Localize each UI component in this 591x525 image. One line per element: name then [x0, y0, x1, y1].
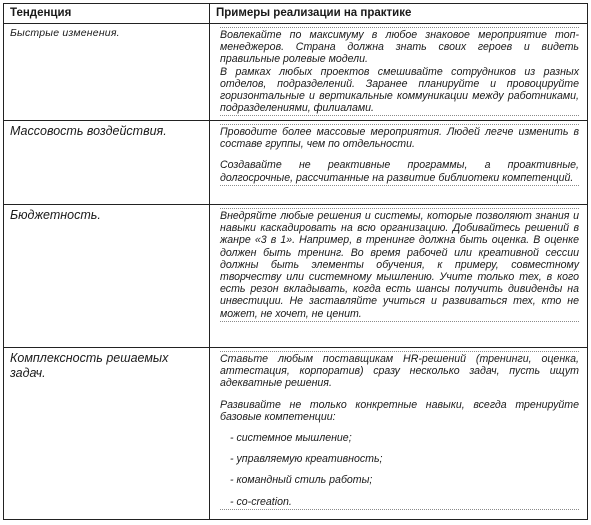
- trends-table: [3, 3, 588, 520]
- table-row: [4, 205, 588, 348]
- table-row: [4, 348, 588, 520]
- table-row: [4, 121, 588, 205]
- example-paragraph: Внедряйте любые решения и системы, которые позволяют знания и навыки каскадировать на всю организацию. Добивайтесь решений в жанре «3 в 1». Например, в тренинге должна быть оценка. В оценке должен быть тренинг. Во время рабочей или креативной сессии должны быть элементы обучения, к примеру, совместному творчеству или системному мышлению. Учите только тех, в кого есть резон вкладывать, когда есть шансы получить дивиденды на инвестиции. Не заставляйте учиться и развиваться тех, кто не может, не хочет, не ценит.: [220, 210, 579, 320]
- header-trend: Тенденция: [4, 4, 210, 24]
- examples-cell: [210, 121, 588, 205]
- competence-list-item: - системное мышление;: [230, 432, 352, 445]
- examples-block: [220, 27, 579, 116]
- header-examples: Примеры реализации на практике: [210, 4, 588, 24]
- example-paragraph: Ставьте любым поставщикам HR-решений (тренинги, оценка, аттестация, корпоратив) сразу несколько задач, пусть ищут адекватные решения.: [220, 353, 579, 390]
- example-paragraph: Создавайте не реактивные программы, а проактивные, долгосрочные, рассчитанные на развитие библиотеки компетенций.: [220, 159, 579, 184]
- example-paragraph: Проводите более массовые мероприятия. Людей легче изменить в составе группы, чем по отдельности.: [220, 126, 579, 151]
- examples-cell: [210, 205, 588, 348]
- table-row: [4, 24, 588, 121]
- examples-block: [220, 124, 579, 186]
- header-row: [4, 4, 588, 24]
- examples-block: [220, 351, 579, 510]
- trend-cell: Бюджетность.: [4, 205, 210, 348]
- examples-block: [220, 208, 579, 322]
- example-paragraph: Развивайте не только конкретные навыки, всегда тренируйте базовые компетенции:: [220, 398, 579, 423]
- trend-cell: Быстрые изменения.: [4, 24, 210, 121]
- competence-list-item: - командный стиль работы;: [230, 474, 373, 487]
- competence-list-item: - управляемую креативность;: [230, 453, 383, 466]
- competence-list-item: - co-creation.: [230, 495, 292, 508]
- examples-cell: [210, 348, 588, 520]
- trend-cell: Массовость воздействия.: [4, 121, 210, 205]
- example-paragraph: В рамках любых проектов смешивайте сотрудников из разных отделов, подразделений. Заранее планируйте и провоцируйте горизонтальные и вертикальные коммуникации между работниками, подразделениями, филиалами.: [220, 65, 579, 115]
- trend-cell: Комплексность решаемых задач.: [4, 348, 210, 520]
- examples-cell: [210, 24, 588, 121]
- example-paragraph: Вовлекайте по максимуму в любое знаковое мероприятие топ-менеджеров. Страна должна знать своих героев и видеть правильные ролевые модели.: [220, 29, 579, 66]
